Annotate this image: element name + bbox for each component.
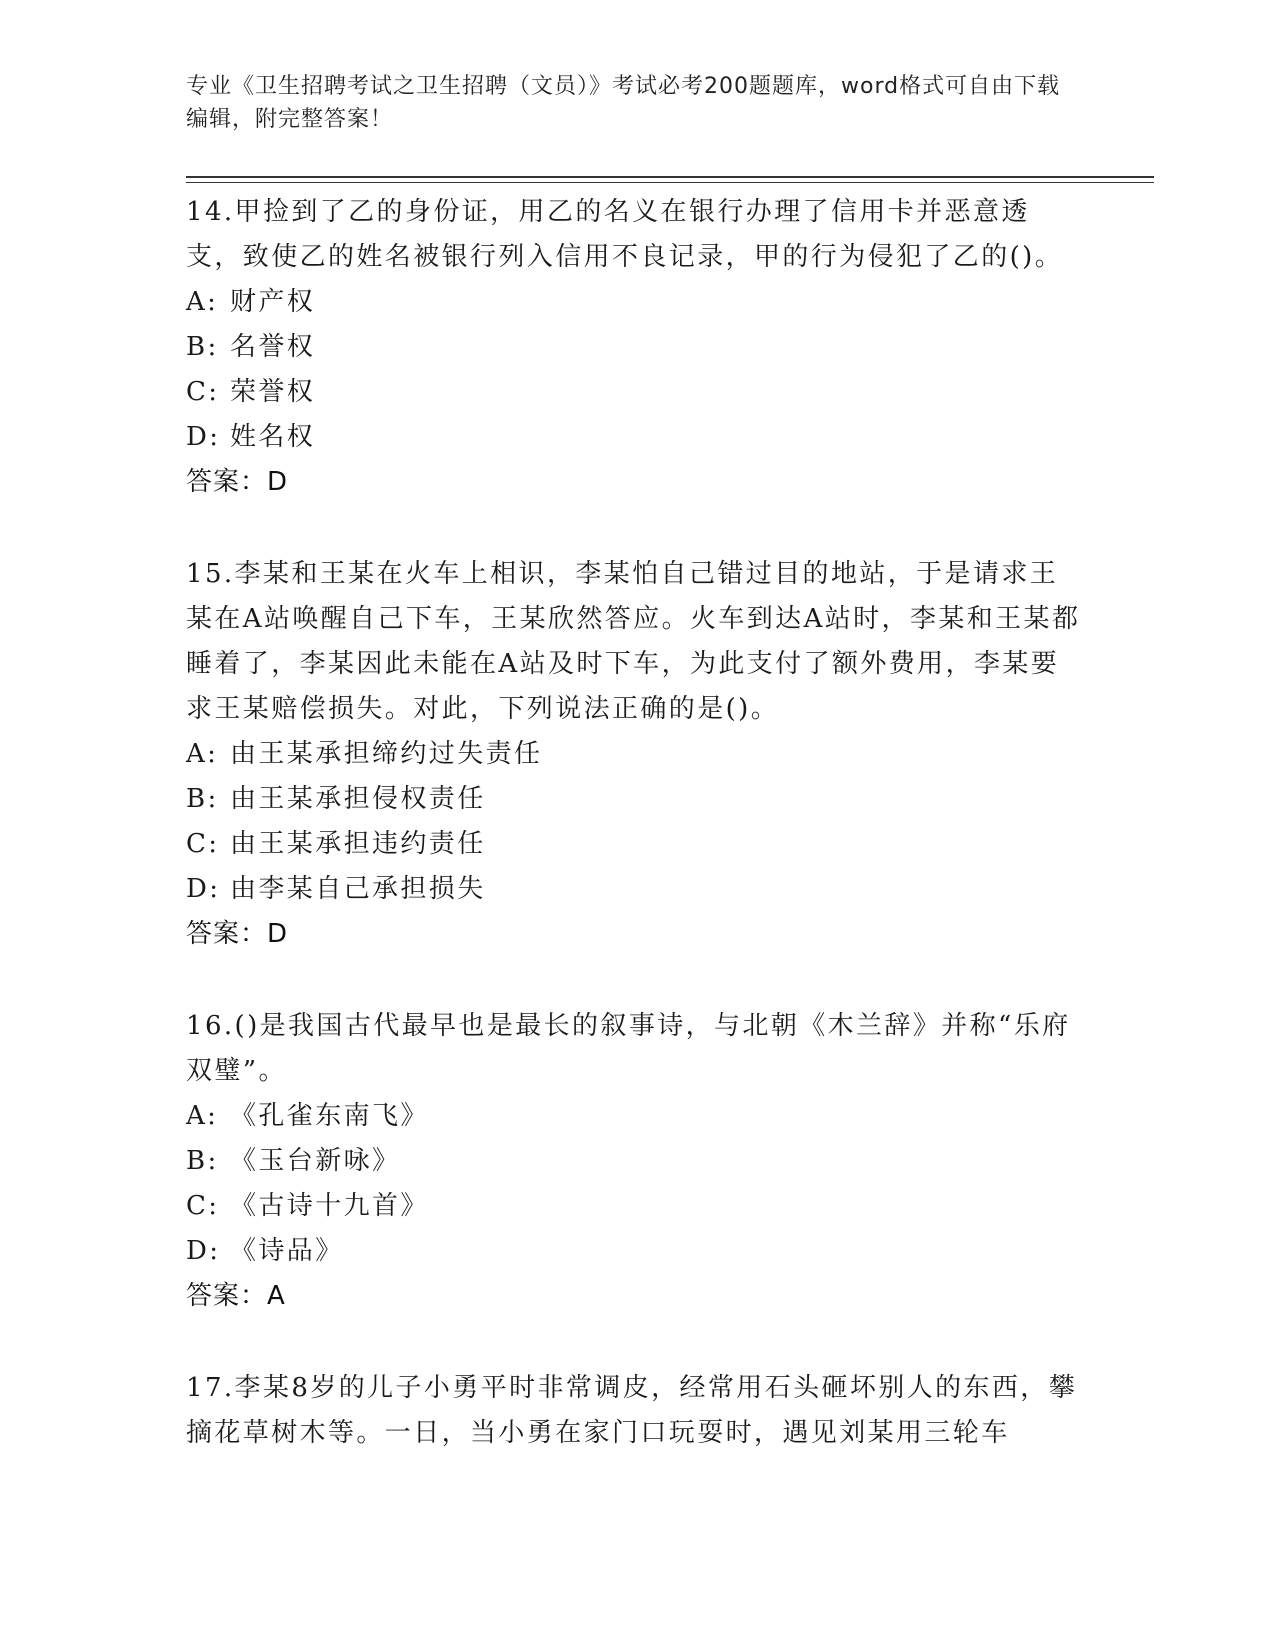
option-d	[186, 867, 1086, 912]
option-a	[186, 1094, 1086, 1139]
question-stem: 16.()是我国古代最早也是最长的叙事诗，与北朝《木兰辞》并称“乐府双璧”。	[186, 1011, 1071, 1086]
option-list	[186, 1094, 1086, 1274]
header-divider-thin	[186, 182, 1154, 183]
answer-line: 答案：A	[186, 1281, 286, 1311]
option-letter: D:	[186, 422, 221, 452]
option-text: 由王某承担侵权责任	[230, 784, 486, 814]
option-b	[186, 777, 1086, 822]
option-d	[186, 1229, 1086, 1274]
option-b	[186, 325, 1086, 370]
option-letter: C:	[186, 377, 220, 407]
question-list	[186, 190, 1086, 1503]
option-text: 由王某承担缔约过失责任	[230, 739, 543, 769]
option-list	[186, 732, 1086, 912]
option-text: 由王某承担违约责任	[230, 829, 486, 859]
question-17	[186, 1366, 1086, 1456]
option-text: 《玉台新咏》	[230, 1146, 401, 1176]
option-text: 《诗品》	[230, 1236, 344, 1266]
document-header: 专业《卫生招聘考试之卫生招聘（文员）》考试必考200题题库，word格式可自由下载编辑，附完整答案！	[186, 74, 1061, 132]
option-text: 《孔雀东南飞》	[230, 1101, 429, 1131]
option-letter: D:	[186, 1236, 221, 1266]
option-a	[186, 280, 1086, 325]
question-16	[186, 1004, 1086, 1319]
option-text: 财产权	[230, 287, 316, 317]
option-text: 荣誉权	[230, 377, 316, 407]
question-stem: 14.甲捡到了乙的身份证，用乙的名义在银行办理了信用卡并恶意透支，致使乙的姓名被银行列入信用不良记录，甲的行为侵犯了乙的()。	[186, 197, 1064, 272]
option-letter: B:	[186, 784, 219, 814]
option-letter: C:	[186, 829, 220, 859]
option-letter: A:	[186, 287, 219, 317]
header-divider-thick	[186, 176, 1154, 178]
option-letter: B:	[186, 1146, 219, 1176]
option-text: 由李某自己承担损失	[230, 874, 486, 904]
option-letter: C:	[186, 1191, 220, 1221]
question-stem: 15.李某和王某在火车上相识，李某怕自己错过目的地站，于是请求王某在A站唤醒自己下车，王某欣然答应。火车到达A站时，李某和王某都睡着了，李某因此未能在A站及时下车，为此支付了额外费用，李某要求王某赔偿损失。对此，下列说法正确的是()。	[186, 559, 1081, 724]
option-d	[186, 415, 1086, 460]
option-text: 姓名权	[230, 422, 316, 452]
option-c	[186, 1184, 1086, 1229]
question-14	[186, 190, 1086, 505]
option-letter: A:	[186, 1101, 219, 1131]
question-stem: 17.李某8岁的儿子小勇平时非常调皮，经常用石头砸坏别人的东西，攀摘花草树木等。一日，当小勇在家门口玩耍时，遇见刘某用三轮车	[186, 1373, 1078, 1448]
option-c	[186, 370, 1086, 415]
answer-line: 答案：D	[186, 919, 289, 949]
option-list	[186, 280, 1086, 460]
option-a	[186, 732, 1086, 777]
option-letter: B:	[186, 332, 219, 362]
option-c	[186, 822, 1086, 867]
answer-line: 答案：D	[186, 467, 289, 497]
option-b	[186, 1139, 1086, 1184]
question-15	[186, 552, 1086, 957]
option-letter: A:	[186, 739, 219, 769]
option-text: 《古诗十九首》	[230, 1191, 429, 1221]
option-text: 名誉权	[230, 332, 316, 362]
option-letter: D:	[186, 874, 221, 904]
